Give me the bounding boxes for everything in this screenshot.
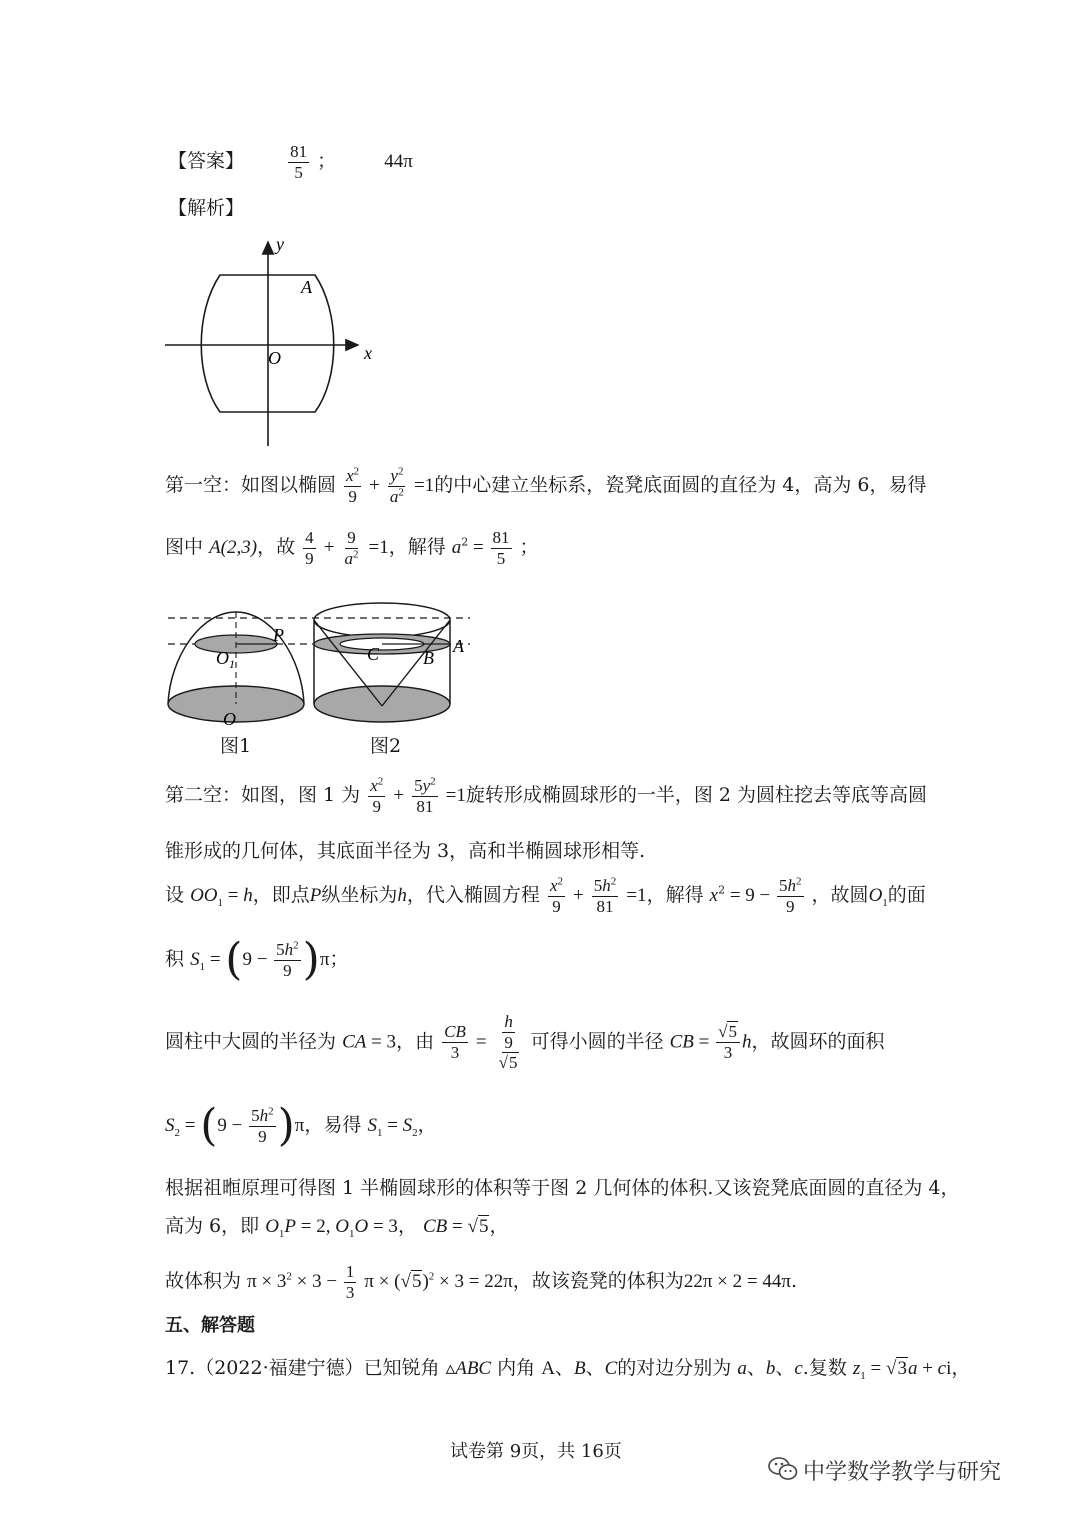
ellipse-coordinate-figure	[160, 232, 390, 452]
answer-tag: 【答案】	[168, 150, 245, 173]
blank2-line5: 圆柱中大圆的半径为 CA = 3，由 $\frac{CB}{3}$ = $\frac{h}{\frac{9}{√5}}$ 可得小圆的半径 CB = $\frac{√5}{3}$ h，故圆环的面积	[165, 1012, 885, 1073]
x-label: x	[364, 343, 372, 363]
answer-line: 【答案】 $\frac{81}{5}$ ； 44π	[168, 142, 413, 182]
answer-second: 44π	[384, 151, 413, 173]
blank2-line3: 设 $OO_1 = h$，即点P纵坐标为h，代入椭圆方程 $\frac{x^2}{9}$ + $\frac{5h^2}{81}$ =1，解得 $x^2 = 9$ − $\frac{5h^2}{9}$ ，故圆$O_1$的面	[165, 875, 926, 916]
fig1-caption: 图1	[220, 735, 252, 757]
point-p-label: P	[273, 625, 284, 645]
blank2-line2: 锥形成的几何体，其底面半径为 3，高和半椭圆球形相等.	[165, 840, 646, 862]
solids-figure	[160, 598, 480, 758]
point-o1-label: $O_1$	[216, 648, 235, 671]
fig2-caption: 图2	[370, 735, 402, 757]
blank2-line9: 故体积为 $\pi \times 3^2 \times 3$ − $\frac{1}{3}$ $\pi \times (√5)^2 \times 3 = 22\pi$，故该瓷凳的体积为22π × 2 = 44π.	[165, 1262, 797, 1302]
blank1-line2: 图中 A(2,3)，故 $\frac{4}{9}$ + $\frac{9}{a^2}$ =1，解得 $a^2$ = $\frac{81}{5}$ ；	[165, 528, 539, 568]
section-heading: 五、解答题	[165, 1315, 255, 1336]
blank2-line6: $S_2 = (9$ − $\frac{5h^2}{9}$ )π，易得 $S_1 = S_2$，	[165, 1100, 437, 1151]
analysis-tag: 【解析】	[168, 197, 245, 219]
point-a-coord: A(2,3)	[209, 537, 258, 559]
blank2-line8: 高为 6，即 $O_1P = 2$, $O_1O = 3$， CB = √5，	[165, 1215, 509, 1240]
blank2-line4: 积 $S_1 = (9$ − $\frac{5h^2}{9}$ )π；	[165, 934, 349, 985]
answer-first-fraction: $\frac{81}{5}$	[290, 142, 308, 182]
problem-17: 17.（2022·福建宁德）已知锐角 ▵ABC 内角 A、B、C的对边分别为 a、b、c.复数 $z_1 = √3a$ + ci，	[165, 1357, 971, 1382]
blank2-line7: 根据祖暅原理可得图 1 半椭圆球形的体积等于图 2 几何体的体积.又该瓷凳底面圆的直径为 4，	[165, 1177, 960, 1199]
origin-label: O	[268, 348, 281, 368]
page-footer: 试卷第 9页，共 16页	[450, 1441, 622, 1462]
point-b-label: B	[423, 648, 434, 668]
point-a2-label: A	[453, 636, 464, 656]
watermark-text: 中学数学教学与研究	[803, 1460, 1002, 1485]
point-c-label: C	[367, 644, 380, 664]
wechat-icon	[768, 1456, 798, 1487]
point-a-label: A	[301, 277, 312, 297]
point-o-label: O	[223, 709, 236, 729]
blank2-line1: 第二空：如图，图 1 为 $\frac{x^2}{9}$ + $\frac{5y^2}{81}$ =1旋转形成椭圆球形的一半，图 2 为圆柱挖去等底等高圆	[165, 775, 928, 816]
blank1-line1: 第一空：如图以椭圆 $\frac{x^2}{9}$ + $\frac{y^2}{a^2}$ =1的中心建立坐标系，瓷凳底面圆的直径为 4，高为 6，易得	[165, 465, 927, 506]
y-label: y	[276, 234, 284, 254]
